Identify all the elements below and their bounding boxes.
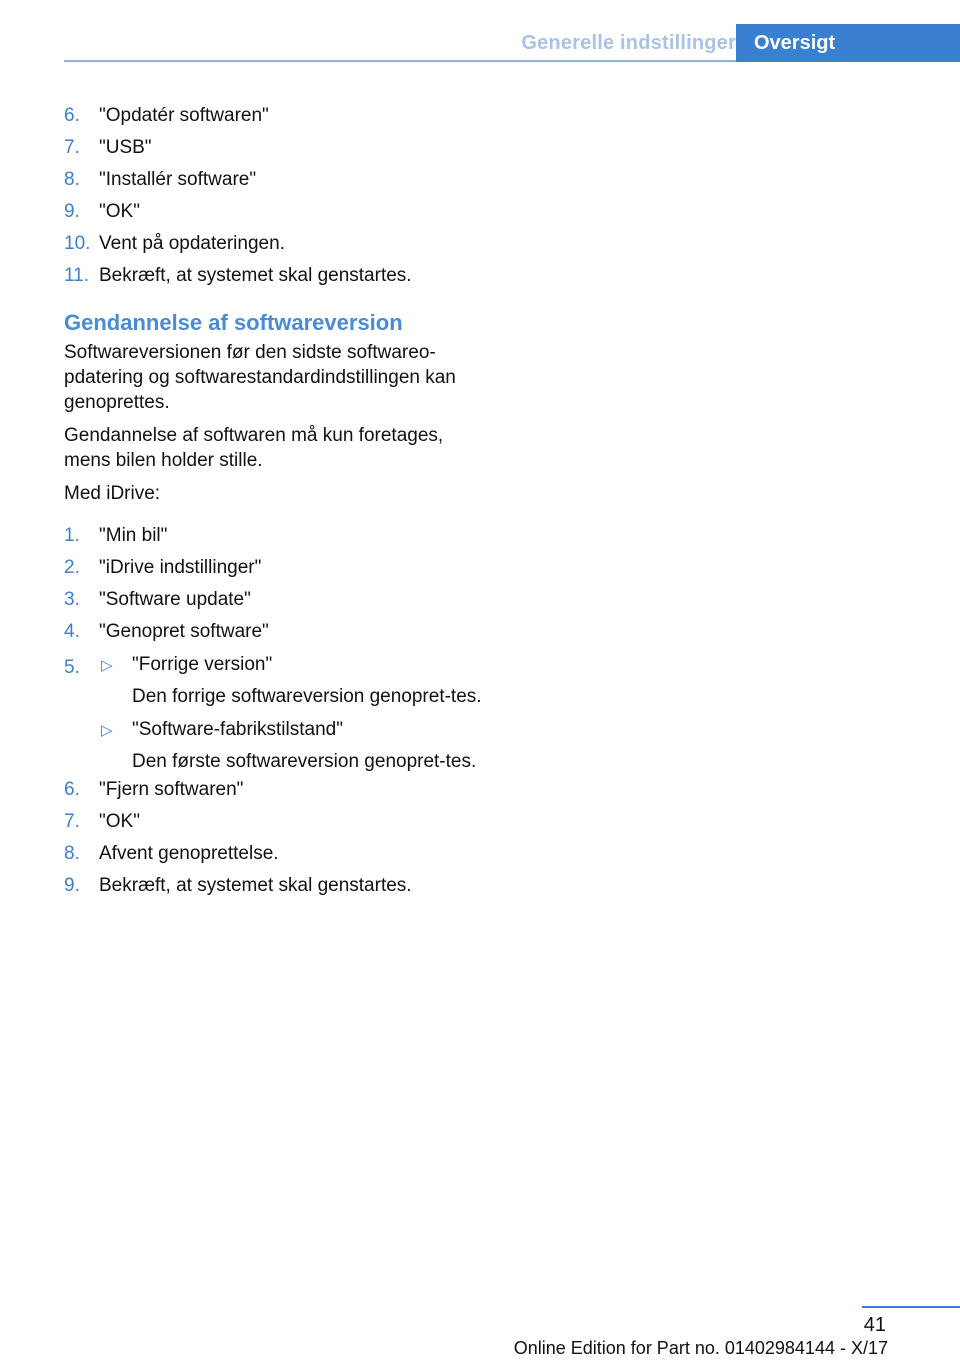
list-item (64, 652, 484, 774)
option-description: Den første softwareversion genopret-tes. (132, 751, 477, 772)
step-text: "Software update" (99, 589, 251, 610)
section-paragraph: Softwareversionen før den sidste softwareo-pdatering og softwarestandardindstillingen kan genoprettes. (64, 342, 456, 413)
list-item (64, 616, 484, 648)
chapter-tab[interactable]: Oversigt (736, 24, 960, 62)
step-number: 7. (64, 137, 80, 158)
section-paragraph: Med iDrive: (64, 483, 161, 504)
list-item (64, 196, 484, 228)
step-text: Bekræft, at systemet skal genstartes. (99, 875, 412, 896)
list-item (64, 100, 484, 132)
step-number: 8. (64, 843, 80, 864)
page-number: 41 (863, 1314, 886, 1336)
step-number: 5. (64, 657, 80, 678)
step-number: 10. (64, 233, 91, 254)
page-header (0, 0, 960, 62)
footer-rule (862, 1306, 960, 1308)
step-number: 1. (64, 525, 80, 546)
step-text: Afvent genoprettelse. (99, 843, 279, 864)
section-tab[interactable]: Generelle indstillinger (521, 32, 736, 54)
list-item (64, 260, 484, 292)
step-text: Vent på opdateringen. (99, 233, 285, 254)
step-number: 9. (64, 875, 80, 896)
list-item (64, 806, 484, 838)
step-number: 6. (64, 779, 80, 800)
step-text: "USB" (99, 137, 152, 158)
option-item (99, 652, 484, 709)
steps-list-update (64, 100, 484, 292)
step-text: "Opdatér softwaren" (99, 105, 269, 126)
page-content (64, 100, 484, 902)
list-item (64, 132, 484, 164)
step-number: 9. (64, 201, 80, 222)
step-number: 7. (64, 811, 80, 832)
step-number: 6. (64, 105, 80, 126)
triangle-bullet-icon: ▷ (101, 722, 113, 739)
list-item (64, 228, 484, 260)
step-number: 3. (64, 589, 80, 610)
step-text: Bekræft, at systemet skal genstartes. (99, 265, 412, 286)
step-text: "Fjern softwaren" (99, 779, 244, 800)
step-number: 4. (64, 621, 80, 642)
list-item (64, 774, 484, 806)
list-item (64, 552, 484, 584)
option-description: Den forrige softwareversion genopret-tes. (132, 686, 482, 707)
option-title: "Software-fabrikstilstand" (132, 719, 343, 740)
step-text: "OK" (99, 201, 140, 222)
list-item (64, 520, 484, 552)
step-text: "Installér software" (99, 169, 257, 190)
list-item (64, 164, 484, 196)
step-text: "OK" (99, 811, 140, 832)
step-text: "iDrive indstillinger" (99, 557, 262, 578)
step-number: 11. (64, 265, 90, 286)
list-item (64, 838, 484, 870)
step-options (99, 652, 484, 774)
step-number: 8. (64, 169, 80, 190)
edition-note: Online Edition for Part no. 01402984144 - X/17 (513, 1338, 888, 1358)
section-paragraph: Gendannelse af softwaren må kun foretages, mens bilen holder stille. (64, 425, 444, 471)
option-title: "Forrige version" (132, 654, 273, 675)
steps-list-restore (64, 520, 484, 902)
step-number: 2. (64, 557, 80, 578)
header-rule (64, 60, 736, 62)
section-heading: Gendannelse af softwareversion (64, 310, 403, 335)
step-text: "Min bil" (99, 525, 168, 546)
option-item (99, 717, 484, 774)
list-item (64, 870, 484, 902)
triangle-bullet-icon: ▷ (101, 657, 113, 674)
list-item (64, 584, 484, 616)
step-text: "Genopret software" (99, 621, 269, 642)
